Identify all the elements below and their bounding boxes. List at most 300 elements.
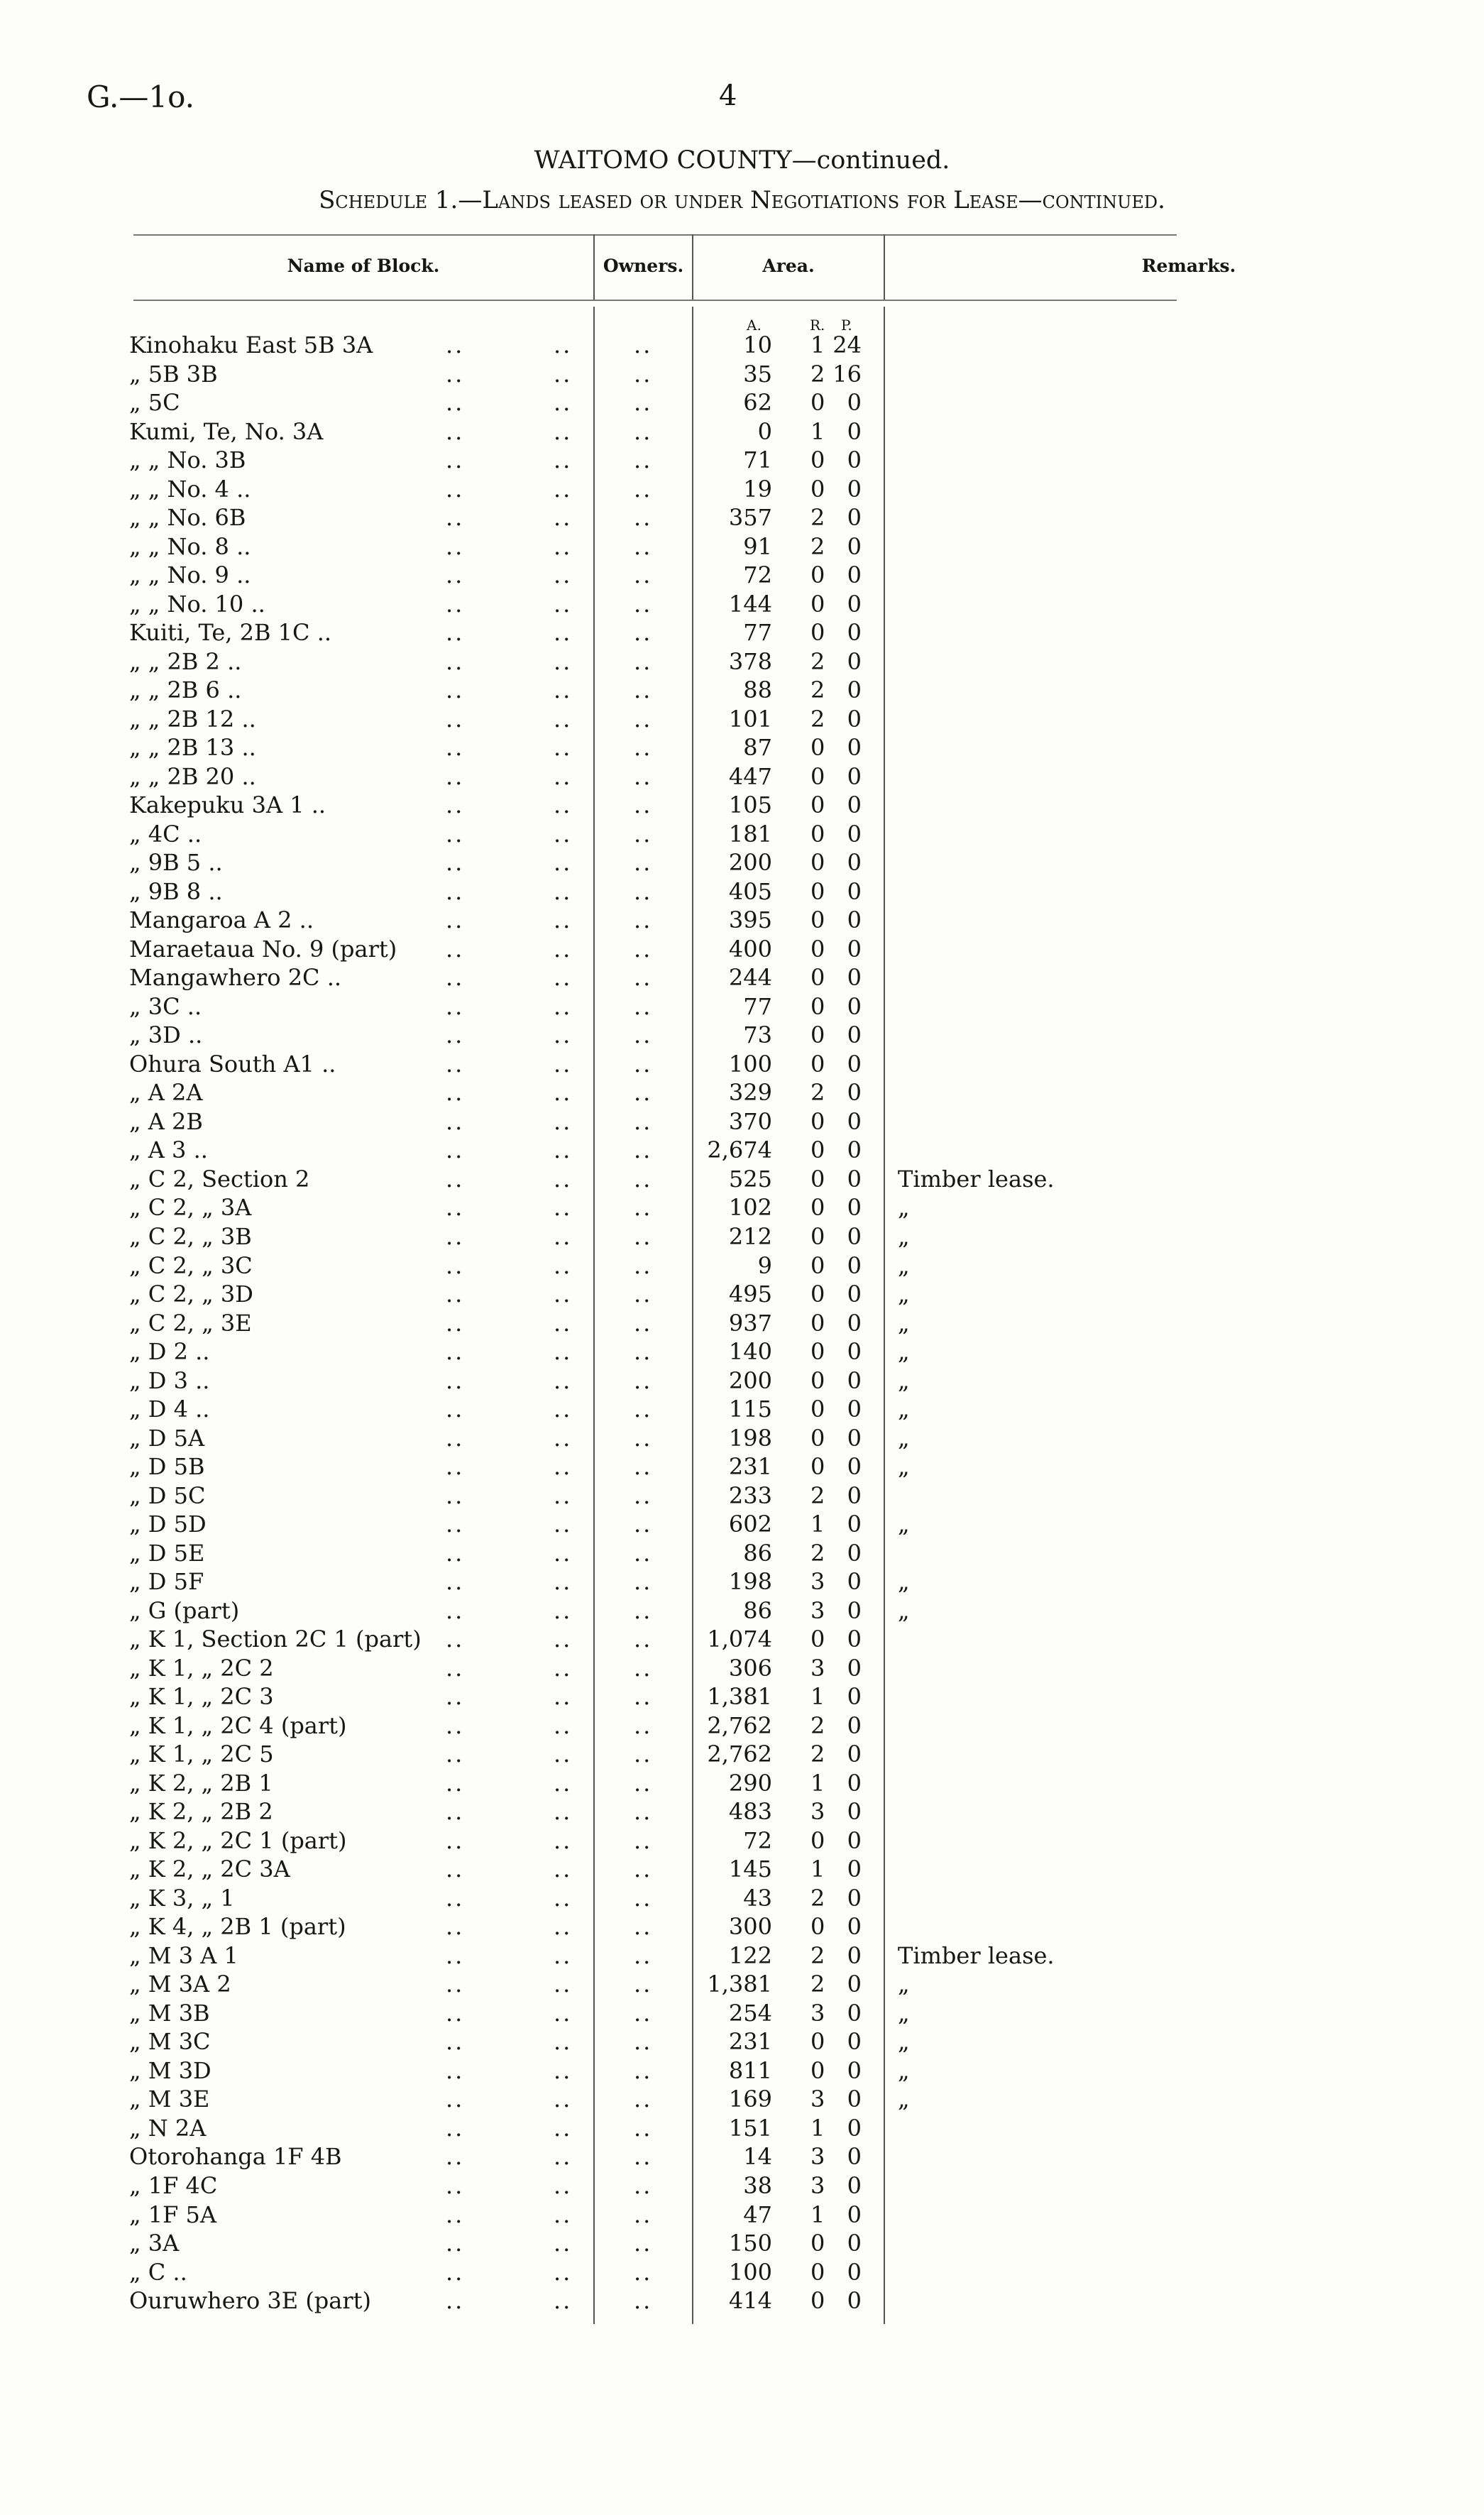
area-roods: 2 [810,647,825,675]
remarks: „ [898,1338,910,1366]
area-roods: 2 [810,1941,825,1969]
area-roods: 2 [810,1741,825,1768]
block-name: „ K 1, „ 2C 4 (part) [129,1711,347,1739]
leader-dots: .. [446,849,465,877]
area-roods: 1 [810,1683,825,1711]
area-acres: 1,074 [707,1626,772,1653]
leader-dots: .. [554,1079,573,1107]
leader-dots: .. [446,2287,465,2315]
table-row [0,1855,1484,1884]
area-roods: 0 [810,1913,825,1941]
block-name: „ C 2, „ 3D [129,1281,253,1308]
leader-dots: .. [554,1596,573,1624]
leader-dots: .. [554,2172,573,2199]
leader-dots: .. [446,2201,465,2228]
owners-leader-dots: .. [634,1568,653,1596]
leader-dots: .. [446,820,465,848]
table-row [0,446,1484,475]
area-acres: 233 [728,1481,772,1509]
leader-dots: .. [446,2086,465,2113]
block-name: „ M 3C [129,2028,211,2056]
table-row [0,1309,1484,1338]
area-perches: 0 [847,2201,862,2228]
remarks: Timber lease. [898,1165,1055,1193]
block-name: „ „ 2B 2 .. [129,647,242,675]
area-acres: 10 [743,332,772,358]
leader-dots: .. [554,1021,573,1049]
table-row [0,762,1484,791]
table-row [0,1050,1484,1079]
leader-dots: .. [446,1107,465,1135]
table-row [0,848,1484,877]
block-name: Ouruwhero 3E (part) [129,2287,371,2315]
leader-dots: .. [446,2114,465,2142]
area-perches: 0 [847,2230,862,2257]
table-row [0,561,1484,590]
block-name: „ K 1, „ 2C 3 [129,1683,274,1711]
area-perches: 0 [847,1021,862,1049]
owners-leader-dots: .. [634,2172,653,2199]
leader-dots: .. [446,1511,465,1538]
owners-leader-dots: .. [634,964,653,992]
leader-dots: .. [446,1971,465,1998]
area-perches: 0 [847,1050,862,1078]
leader-dots: .. [446,1626,465,1653]
area-perches: 0 [847,1826,862,1854]
area-roods: 0 [810,1107,825,1135]
leader-dots: .. [554,1971,573,1998]
table-row [0,1395,1484,1424]
subheader-roods: R. [810,317,825,334]
leader-dots: .. [554,2143,573,2171]
area-perches: 0 [847,1453,862,1481]
area-acres: 102 [728,1194,772,1222]
owners-leader-dots: .. [634,1079,653,1107]
block-name: „ 9B 5 .. [129,849,223,877]
owners-leader-dots: .. [634,791,653,819]
area-roods: 0 [810,2287,825,2315]
leader-dots: .. [554,504,573,532]
block-name: „ 1F 4C [129,2172,218,2199]
area-acres: 198 [728,1568,772,1596]
leader-dots: .. [554,1683,573,1711]
leader-dots: .. [446,1711,465,1739]
area-perches: 0 [847,532,862,560]
block-name: „ C .. [129,2258,187,2286]
remarks: „ [898,1251,910,1279]
area-perches: 0 [847,1309,862,1337]
owners-leader-dots: .. [634,2258,653,2286]
leader-dots: .. [554,1481,573,1509]
area-perches: 0 [847,1711,862,1739]
owners-leader-dots: .. [634,1281,653,1308]
table-row [0,1884,1484,1913]
remarks: „ [898,1366,910,1394]
leader-dots: .. [446,1136,465,1164]
area-perches: 0 [847,1941,862,1969]
area-roods: 0 [810,446,825,474]
area-acres: 105 [728,791,772,819]
leader-dots: .. [446,389,465,417]
remarks: „ [898,1999,910,2027]
leader-dots: .. [554,2230,573,2257]
leader-dots: .. [446,2172,465,2199]
block-name: „ „ No. 10 .. [129,590,265,618]
area-roods: 0 [810,2028,825,2056]
block-name: „ D 5D [129,1511,207,1538]
owners-leader-dots: .. [634,2114,653,2142]
table-row [0,2201,1484,2230]
leader-dots: .. [554,619,573,647]
area-roods: 1 [810,2201,825,2228]
area-roods: 2 [810,532,825,560]
area-acres: 300 [728,1913,772,1941]
remarks: „ [898,1396,910,1423]
area-perches: 0 [847,676,862,704]
leader-dots: .. [446,1596,465,1624]
area-roods: 0 [810,992,825,1020]
leader-dots: .. [554,1511,573,1538]
block-name: „ K 2, „ 2B 2 [129,1798,273,1826]
leader-dots: .. [554,1941,573,1969]
block-name: „ K 1, „ 2C 5 [129,1741,274,1768]
area-roods: 0 [810,1396,825,1423]
area-roods: 3 [810,1798,825,1826]
owners-leader-dots: .. [634,1021,653,1049]
leader-dots: .. [554,2201,573,2228]
owners-leader-dots: .. [634,992,653,1020]
leader-dots: .. [554,2028,573,2056]
owners-leader-dots: .. [634,1165,653,1193]
table-row [0,2056,1484,2086]
leader-dots: .. [446,964,465,992]
block-name: „ M 3D [129,2056,211,2084]
area-acres: 483 [728,1798,772,1826]
area-roods: 0 [810,1194,825,1222]
owners-leader-dots: .. [634,1596,653,1624]
area-roods: 2 [810,1711,825,1739]
leader-dots: .. [446,1884,465,1912]
area-perches: 0 [847,1741,862,1768]
owners-leader-dots: .. [634,1539,653,1567]
leader-dots: .. [446,360,465,388]
table-row [0,1682,1484,1711]
block-name: „ 5B 3B [129,360,218,388]
leader-dots: .. [554,446,573,474]
leader-dots: .. [446,417,465,445]
area-perches: 0 [847,935,862,963]
owners-leader-dots: .. [634,820,653,848]
area-roods: 0 [810,1366,825,1394]
table-row [0,1567,1484,1596]
remarks: „ [898,2086,910,2113]
leader-dots: .. [554,762,573,790]
area-roods: 1 [810,2114,825,2142]
area-acres: 1,381 [707,1971,772,1998]
leader-dots: .. [554,1798,573,1826]
table-row [0,1021,1484,1050]
area-roods: 0 [810,590,825,618]
leader-dots: .. [554,1826,573,1854]
owners-leader-dots: .. [634,906,653,934]
leader-dots: .. [554,360,573,388]
area-perches: 0 [847,1194,862,1222]
block-name: „ D 5E [129,1539,205,1567]
block-name: „ K 2, „ 2B 1 [129,1769,273,1797]
leader-dots: .. [446,475,465,503]
area-roods: 0 [810,1453,825,1481]
area-perches: 0 [847,734,862,762]
leader-dots: .. [446,2230,465,2257]
area-perches: 16 [832,360,862,388]
leader-dots: .. [446,647,465,675]
leader-dots: .. [554,332,573,358]
area-acres: 14 [743,2143,772,2171]
leader-dots: .. [554,1281,573,1308]
area-perches: 0 [847,1999,862,2027]
area-perches: 0 [847,1396,862,1423]
block-name: Kakepuku 3A 1 .. [129,791,326,819]
table-row [0,1539,1484,1568]
area-perches: 0 [847,1107,862,1135]
area-perches: 0 [847,1798,862,1826]
owners-leader-dots: .. [634,1626,653,1653]
area-acres: 414 [728,2287,772,2315]
table-row [0,1711,1484,1741]
area-acres: 405 [728,877,772,905]
leader-dots: .. [446,446,465,474]
owners-leader-dots: .. [634,389,653,417]
table-row [0,1251,1484,1281]
table-row [0,2286,1484,2316]
subheader-acres: A. [747,317,762,334]
header-name-of-block: Name of Block. [287,256,440,276]
leader-dots: .. [446,1251,465,1279]
table-row [0,590,1484,619]
owners-leader-dots: .. [634,734,653,762]
area-roods: 0 [810,1309,825,1337]
area-acres: 357 [728,504,772,532]
table-row [0,1654,1484,1683]
leader-dots: .. [554,877,573,905]
table-row [0,2171,1484,2201]
area-roods: 3 [810,1596,825,1624]
area-roods: 3 [810,1568,825,1596]
leader-dots: .. [554,1338,573,1366]
block-name: „ K 2, „ 2C 1 (part) [129,1826,347,1854]
leader-dots: .. [554,705,573,733]
block-name: Kinohaku East 5B 3A [129,332,373,358]
owners-leader-dots: .. [634,475,653,503]
table-row [0,705,1484,734]
area-acres: 306 [728,1654,772,1682]
leader-dots: .. [554,2086,573,2113]
area-roods: 3 [810,2143,825,2171]
area-perches: 0 [847,590,862,618]
block-name: „ „ No. 4 .. [129,475,251,503]
leader-dots: .. [446,561,465,589]
area-acres: 86 [743,1596,772,1624]
area-acres: 72 [743,1826,772,1854]
block-name: „ A 3 .. [129,1136,208,1164]
table-row [0,1826,1484,1856]
leader-dots: .. [554,1884,573,1912]
remarks: „ [898,1568,910,1596]
leader-dots: .. [554,1165,573,1193]
leader-dots: .. [446,2143,465,2171]
leader-dots: .. [446,1050,465,1078]
leader-dots: .. [554,1999,573,2027]
area-roods: 2 [810,1884,825,1912]
area-perches: 0 [847,2114,862,2142]
area-roods: 3 [810,2086,825,2113]
block-name: „ 3D .. [129,1021,203,1049]
schedule-title: Schedule 1.—Lands leased or under Negotiations for Lease—continued. [319,186,1165,214]
leader-dots: .. [554,475,573,503]
area-roods: 2 [810,360,825,388]
area-roods: 0 [810,1222,825,1250]
table-row [0,618,1484,647]
area-acres: 370 [728,1107,772,1135]
area-perches: 0 [847,1251,862,1279]
area-acres: 254 [728,1999,772,2027]
table-row [0,1107,1484,1136]
area-acres: 71 [743,446,772,474]
area-perches: 0 [847,2086,862,2113]
owners-leader-dots: .. [634,1971,653,1998]
area-perches: 0 [847,964,862,992]
leader-dots: .. [446,1079,465,1107]
leader-dots: .. [446,935,465,963]
area-roods: 3 [810,1999,825,2027]
area-acres: 91 [743,532,772,560]
area-acres: 811 [728,2056,772,2084]
leader-dots: .. [446,2056,465,2084]
leader-dots: .. [446,1539,465,1567]
leader-dots: .. [554,1453,573,1481]
remarks: „ [898,1424,910,1452]
table-row [0,1078,1484,1107]
owners-leader-dots: .. [634,360,653,388]
table-row [0,1797,1484,1826]
area-roods: 0 [810,1165,825,1193]
area-acres: 122 [728,1941,772,1969]
area-roods: 0 [810,734,825,762]
area-perches: 0 [847,504,862,532]
block-name: „ 3C .. [129,992,202,1020]
area-perches: 0 [847,389,862,417]
area-acres: 86 [743,1539,772,1567]
area-roods: 2 [810,705,825,733]
area-acres: 145 [728,1856,772,1883]
area-acres: 43 [743,1884,772,1912]
owners-leader-dots: .. [634,2028,653,2056]
area-acres: 72 [743,561,772,589]
area-perches: 0 [847,1165,862,1193]
block-name: „ C 2, „ 3E [129,1309,252,1337]
area-roods: 0 [810,820,825,848]
area-perches: 0 [847,2258,862,2286]
leader-dots: .. [554,1424,573,1452]
table-row [0,503,1484,532]
leader-dots: .. [446,762,465,790]
area-perches: 0 [847,877,862,905]
area-roods: 2 [810,1481,825,1509]
area-acres: 200 [728,1366,772,1394]
leader-dots: .. [554,1222,573,1250]
block-name: „ „ 2B 12 .. [129,705,256,733]
area-perches: 0 [847,2287,862,2315]
area-acres: 447 [728,762,772,790]
leader-dots: .. [554,1913,573,1941]
remarks: „ [898,1596,910,1624]
block-name: „ „ No. 6B [129,504,246,532]
block-name: „ C 2, „ 3A [129,1194,252,1222]
area-roods: 0 [810,849,825,877]
block-name: „ D 2 .. [129,1338,210,1366]
owners-leader-dots: .. [634,619,653,647]
area-perches: 0 [847,1338,862,1366]
table-row [0,1165,1484,1194]
area-perches: 0 [847,791,862,819]
table-row [0,2085,1484,2114]
area-perches: 0 [847,1568,862,1596]
block-name: „ D 5B [129,1453,205,1481]
table-row [0,1280,1484,1309]
owners-leader-dots: .. [634,1826,653,1854]
area-perches: 0 [847,2143,862,2171]
leader-dots: .. [446,1396,465,1423]
leader-dots: .. [554,590,573,618]
leader-dots: .. [446,590,465,618]
area-roods: 0 [810,2230,825,2257]
owners-leader-dots: .. [634,1798,653,1826]
owners-leader-dots: .. [634,1309,653,1337]
area-perches: 0 [847,1511,862,1538]
area-perches: 0 [847,1884,862,1912]
area-roods: 0 [810,2258,825,2286]
leader-dots: .. [446,676,465,704]
area-roods: 0 [810,1826,825,1854]
remarks: „ [898,1511,910,1538]
block-name: „ D 4 .. [129,1396,210,1423]
remarks: „ [898,1281,910,1308]
owners-leader-dots: .. [634,1711,653,1739]
leader-dots: .. [554,1194,573,1222]
block-name: „ „ No. 8 .. [129,532,251,560]
area-roods: 1 [810,1511,825,1538]
owners-leader-dots: .. [634,2287,653,2315]
table-row [0,676,1484,705]
leader-dots: .. [554,1769,573,1797]
leader-dots: .. [446,1453,465,1481]
leader-dots: .. [446,619,465,647]
block-name: „ M 3A 2 [129,1971,231,1998]
area-acres: 100 [728,2258,772,2286]
block-name: „ M 3B [129,1999,210,2027]
block-name: „ 5C [129,389,180,417]
table-row [0,532,1484,561]
leader-dots: .. [554,935,573,963]
leader-dots: .. [446,992,465,1020]
table-row [0,791,1484,820]
leader-dots: .. [554,1654,573,1682]
area-roods: 0 [810,1424,825,1452]
area-acres: 244 [728,964,772,992]
leader-dots: .. [554,1741,573,1768]
block-name: „ N 2A [129,2114,207,2142]
area-acres: 100 [728,1050,772,1078]
